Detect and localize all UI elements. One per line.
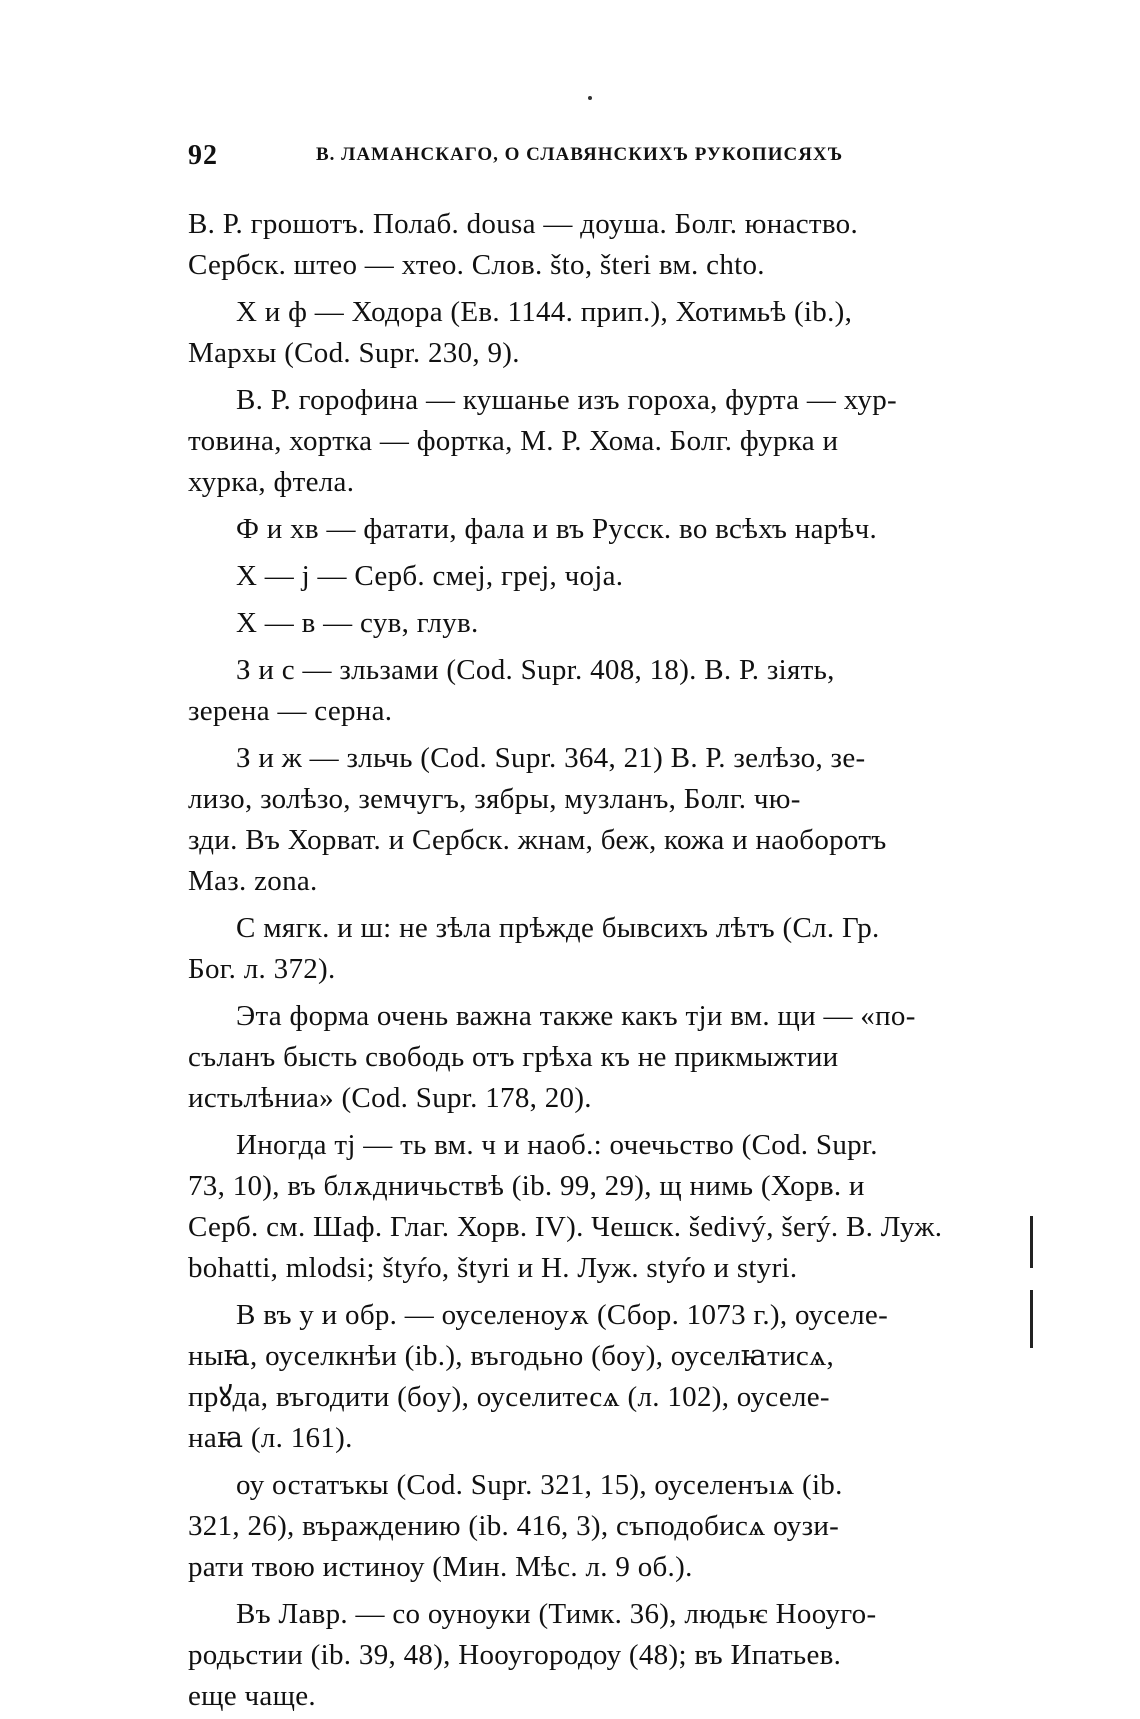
text-line: В. Р. грошотъ. Полаб. dousa — доуша. Болг. юнаство. (188, 208, 859, 240)
text-line: Сербск. штео — хтео. Слов. što, šteri вм. chto. (188, 249, 765, 281)
text-line: С мягк. и ш: не зѣла прѣжде бывсихъ лѣтъ (Сл. Гр. (236, 912, 880, 944)
text-line: 73, 10), въ блѫдничьствѣ (ib. 99, 29), щ нимь (Хорв. и (188, 1170, 865, 1202)
text-line: еще чаще. (188, 1680, 316, 1712)
text-line: сълaнъ бысть свободь отъ грѣха къ не прикмыжтии (188, 1041, 839, 1073)
text-line: Х — в — сув, глув. (236, 607, 479, 639)
text-line: товина, хортка — фортка, М. Р. Хома. Болг. фурка и (188, 425, 839, 457)
text-line: Серб. см. Шаф. Глаг. Хорв. IV). Чешск. šedivý, šerý. В. Луж. (188, 1211, 943, 1243)
text-line: bohatti, mlodsi; štyŕo, štyri и Н. Луж. styŕo и styri. (188, 1252, 798, 1284)
text-line: Бог. л. 372). (188, 953, 336, 985)
text-line: рати твою истиноу (Мин. Мѣс. л. 9 об.). (188, 1551, 693, 1583)
margin-mark (1030, 1216, 1033, 1268)
text-line: Х и ф — Ходора (Ев. 1144. прип.), Хотимьѣ (ib.), (236, 296, 853, 328)
text-line: наꙗ (л. 161). (188, 1422, 353, 1454)
text-line: зерена — серна. (188, 695, 393, 727)
text-line: зди. Въ Хорват. и Сербск. жнам, беж, кожа и наоборотъ (188, 824, 887, 856)
text-line: Иногда тј — ть вм. ч и наоб.: очечьство (Cod. Supr. (236, 1129, 878, 1161)
text-line: Мархы (Cod. Supr. 230, 9). (188, 337, 520, 369)
text-line: В. Р. горофина — кушанье изъ гороха, фурта — хур- (236, 384, 897, 416)
text-line: ныꙗ, оуселкнѣи (ib.), въгодьно (бoу), оуселꙗтисѧ, (188, 1340, 835, 1372)
text-line: З и ж — зльчь (Cod. Supr. 364, 21) В. Р. зелѣзо, зе- (236, 742, 866, 774)
text-line: Маз. zona. (188, 865, 318, 897)
text-line: родьстии (ib. 39, 48), Нооугородоу (48); въ Ипатьев. (188, 1639, 842, 1671)
print-speck (588, 96, 592, 100)
text-line: лизо, золѣзо, земчугъ, зябры, музланъ, Болг. чю- (188, 783, 801, 815)
text-line: Х — j — Серб. смеј, греј, чоја. (236, 560, 624, 592)
text-line: Въ Лавр. — со оуноуки (Тимк. 36), людьѥ Нооуго- (236, 1598, 877, 1630)
text-line: Эта форма очень важна также какъ тји вм. щи — «по- (236, 1000, 916, 1032)
text-line: З и с — зльзами (Cod. Supr. 408, 18). В. Р. зiять, (236, 654, 835, 686)
text-line: Ф и хв — фатати, фала и въ Русск. во всѣхъ нарѣч. (236, 513, 878, 545)
body-text (188, 204, 1020, 1717)
text-line: хурка, фтела. (188, 466, 355, 498)
running-head: В. ЛАМАНСКАГО, О СЛАВЯНСКИХЪ РУКОПИСЯХЪ (316, 144, 844, 165)
text-line: истьлѣниа» (Cod. Supr. 178, 20). (188, 1082, 592, 1114)
text-line: В въ у и обр. — оуселеноуѫ (Сбор. 1073 г.), оуселе- (236, 1299, 889, 1331)
page-number: 92 (188, 140, 218, 171)
text-line: 321, 26), въраждению (ib. 416, 3), съподобисѧ оузи- (188, 1510, 840, 1542)
margin-mark (1030, 1290, 1033, 1348)
page-header (188, 140, 1028, 180)
text-line: оу остатъкы (Cod. Supr. 321, 15), оуселенъıѧ (ib. (236, 1469, 843, 1501)
text-line: прꙋда, въгодити (бoу), оуселитесѧ (л. 102), оуселе- (188, 1381, 830, 1413)
